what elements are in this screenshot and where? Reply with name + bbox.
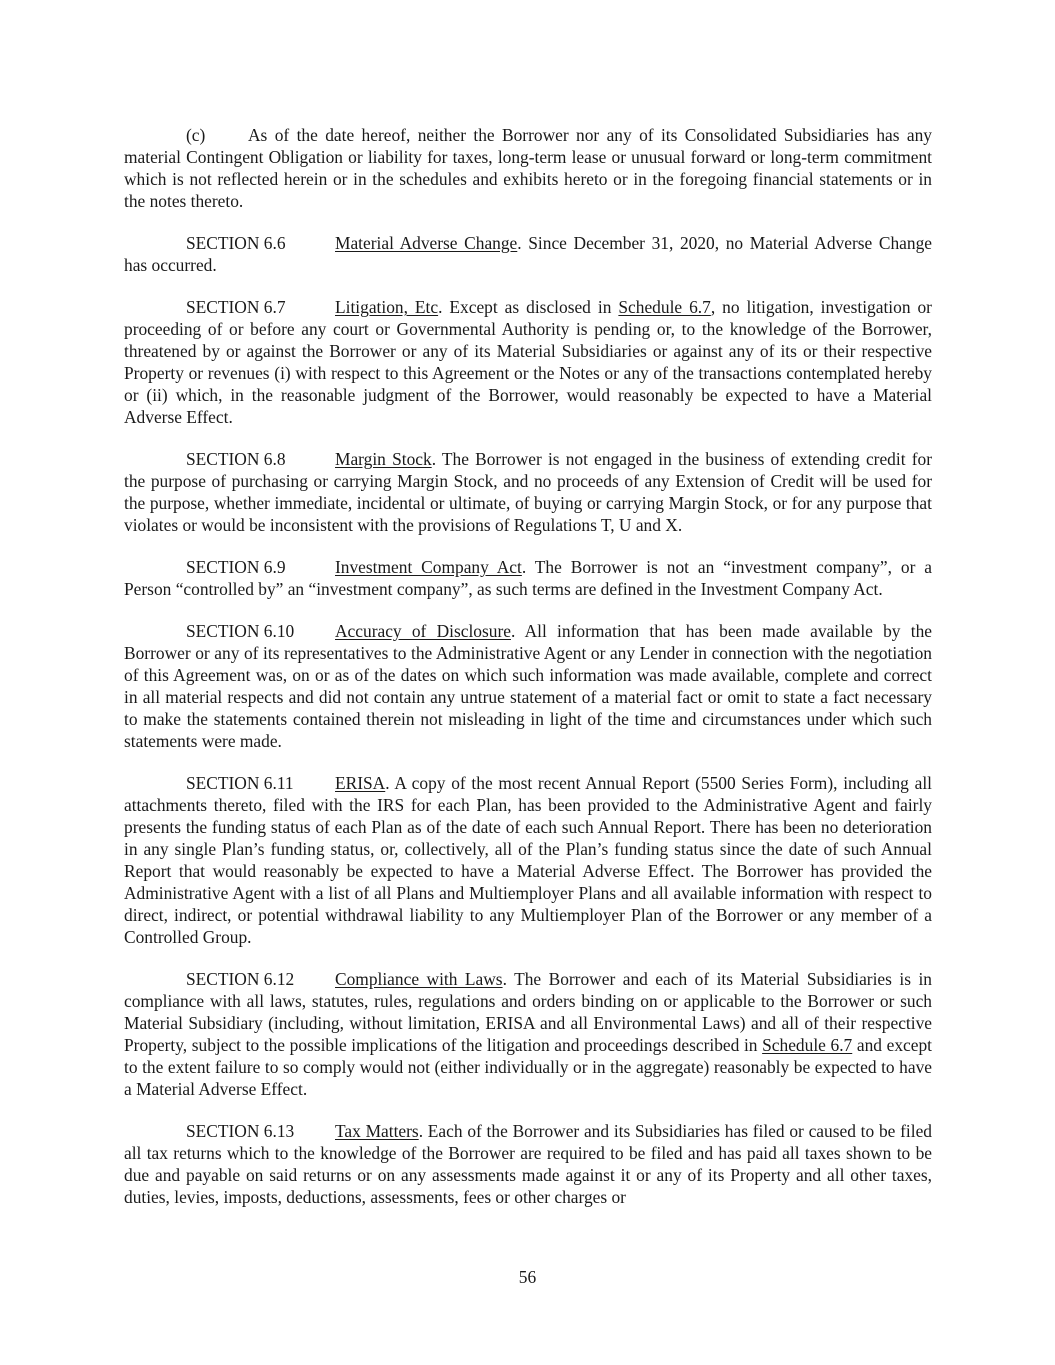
schedule-reference: Schedule 6.7: [762, 1035, 853, 1055]
schedule-reference: Schedule 6.7: [618, 297, 711, 317]
section-number: SECTION 6.9: [186, 557, 286, 577]
section-6-10: [124, 620, 932, 752]
section-number: SECTION 6.12: [186, 969, 295, 989]
section-text-cont: and except to the extent failure to so comply would not (either individually or in the aggregate) reasonably be expected to have a Material Adverse Effect.: [124, 1035, 932, 1099]
page-number: 56: [518, 1267, 537, 1287]
section-6-11: [124, 772, 932, 948]
section-number: SECTION 6.6: [186, 233, 286, 253]
document-page: [124, 124, 932, 1228]
section-6-12: [124, 968, 932, 1100]
section-text: . All information that has been made available by the Borrower or any of its representatives to the Administrative Agent or any Lender in connection with the negotiation of this Agreement was, on or as of the dates on which such information was made available, complete and correct in all material respects and did not contain any untrue statement of a material fact or omit to state a fact necessary to make the statements contained therein not misleading in light of the time and circumstances under which such statements were made.: [124, 621, 932, 751]
section-text-cont: , no litigation, investigation or proceeding of or before any court or Governmental Authority is pending or, to the knowledge of the Borrower, threatened by or against the Borrower or any of its Material Subsidiaries or against any of its or their respective Property or revenues (i) with respect to this Agreement or the Notes or any of the transactions contemplated hereby or (ii) which, in the reasonable judgment of the Borrower, would reasonably be expected to have a Material Adverse Effect.: [124, 297, 932, 427]
section-6-6: [124, 232, 932, 276]
section-number: SECTION 6.7: [186, 297, 286, 317]
subsection-label: (c): [186, 125, 206, 145]
section-heading: ERISA: [335, 773, 386, 793]
section-text: . The Borrower and each of its Material Subsidiaries is in compliance with all laws, statutes, rules, regulations and orders binding on or applicable to the Borrower or such Material Subsidiary (including, without limitation, ERISA and all Environmental Laws) and all of their respective Property, subject to the possible implications of the litigation and proceedings described in: [124, 969, 932, 1055]
section-heading: Litigation, Etc: [335, 297, 439, 317]
section-heading: Tax Matters: [335, 1121, 419, 1141]
section-6-7: [124, 296, 932, 428]
section-text: . The Borrower is not engaged in the business of extending credit for the purpose of purchasing or carrying Margin Stock, and no proceeds of any Extension of Credit will be used for the purpose, whether immediate, incidental or ultimate, of buying or carrying Margin Stock, or for any purpose that violates or would be inconsistent with the provisions of Regulations T, U and X.: [124, 449, 932, 535]
section-heading: Investment Company Act: [335, 557, 522, 577]
section-heading: Material Adverse Change: [335, 233, 518, 253]
section-text: . Since December 31, 2020, no Material Adverse Change has occurred.: [124, 233, 932, 275]
subsection-c: [124, 124, 932, 212]
subsection-text: As of the date hereof, neither the Borrower nor any of its Consolidated Subsidiaries has any material Contingent Obligation or liability for taxes, long-term lease or unusual forward or long-term commitment which is not reflected herein or in the schedules and exhibits hereto or in the foregoing financial statements or in the notes thereto.: [124, 125, 932, 211]
section-number: SECTION 6.13: [186, 1121, 295, 1141]
section-text: . Except as disclosed in: [438, 297, 619, 317]
section-heading: Accuracy of Disclosure: [335, 621, 511, 641]
section-6-8: [124, 448, 932, 536]
section-6-13: [124, 1120, 932, 1208]
section-6-9: [124, 556, 932, 600]
section-number: SECTION 6.8: [186, 449, 286, 469]
section-text: . A copy of the most recent Annual Report (5500 Series Form), including all attachments thereto, filed with the IRS for each Plan, has been provided to the Administrative Agent and fairly presents the funding status of each Plan as of the date of each such Annual Report. There has been no deterioration in any single Plan’s funding status, or, collectively, all of the Plan’s funding status since the date of such Annual Report that would reasonably be expected to have a Material Adverse Effect. The Borrower has provided the Administrative Agent with a list of all Plans and Multiemployer Plans and all available information with respect to direct, indirect, or potential withdrawal liability to any Multiemployer Plan of the Borrower or any member of a Controlled Group.: [124, 773, 932, 947]
section-number: SECTION 6.10: [186, 621, 295, 641]
section-heading: Margin Stock: [335, 449, 432, 469]
section-number: SECTION 6.11: [186, 773, 294, 793]
section-text: . Each of the Borrower and its Subsidiaries has filed or caused to be filed all tax returns which to the knowledge of the Borrower are required to be filed and has paid all taxes shown to be due and payable on said returns or on any assessments made against it or any of its Property and all other taxes, duties, levies, imposts, deductions, assessments, fees or other charges or: [124, 1121, 932, 1207]
section-text: . The Borrower is not an “investment company”, or a Person “controlled by” an “investment company”, as such terms are defined in the Investment Company Act.: [124, 557, 932, 599]
section-heading: Compliance with Laws: [335, 969, 503, 989]
